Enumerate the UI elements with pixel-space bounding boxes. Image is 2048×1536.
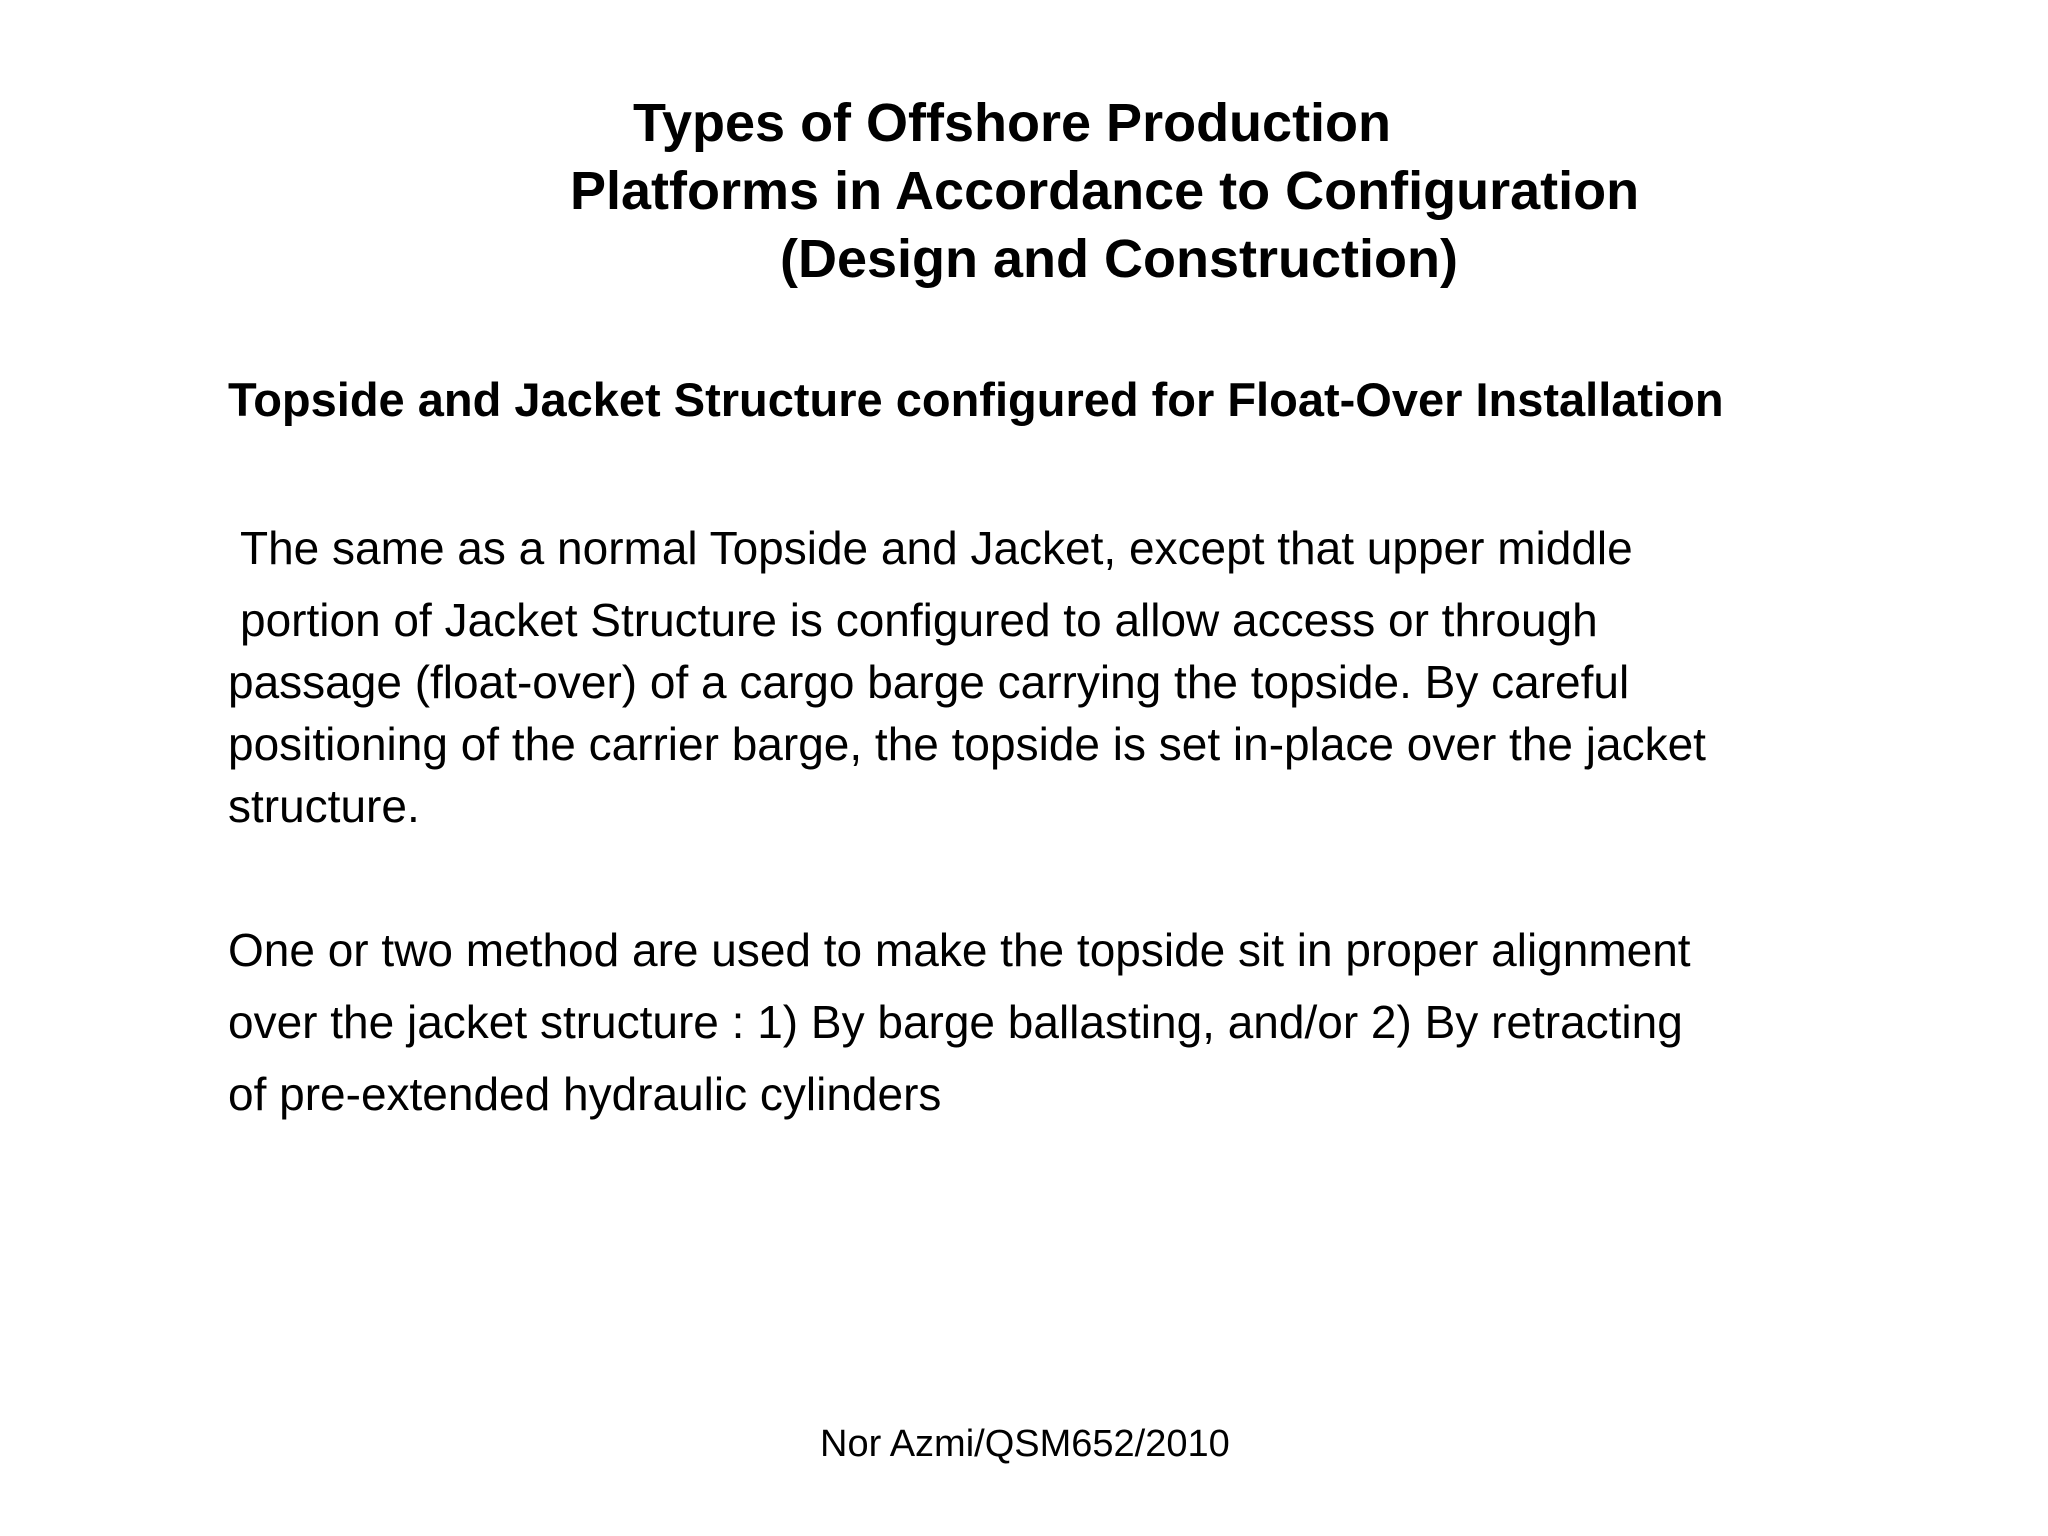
title-line-3: (Design and Construction) — [780, 229, 1458, 289]
paragraph-1-line: The same as a normal Topside and Jacket, except that upper middle — [240, 522, 1633, 574]
paragraph-1-line: positioning of the carrier barge, the topside is set in-place over the jacket — [228, 718, 1706, 770]
paragraph-2-line: over the jacket structure : 1) By barge ballasting, and/or 2) By retracting — [228, 996, 1683, 1048]
subheading: Topside and Jacket Structure configured for Float-Over Installation — [228, 373, 1724, 426]
paragraph-1-line: structure. — [228, 780, 420, 832]
footer-credit: Nor Azmi/QSM652/2010 — [820, 1423, 1230, 1465]
title-line-2: Platforms in Accordance to Configuration — [570, 161, 1640, 221]
paragraph-1-line: passage (float-over) of a cargo barge carrying the topside. By careful — [228, 656, 1630, 708]
paragraph-2-line: of pre-extended hydraulic cylinders — [228, 1068, 942, 1120]
paragraph-1-line: portion of Jacket Structure is configured to allow access or through — [240, 594, 1598, 646]
title-line-1: Types of Offshore Production — [633, 93, 1392, 153]
paragraph-2-line: One or two method are used to make the topside sit in proper alignment — [228, 924, 1691, 976]
